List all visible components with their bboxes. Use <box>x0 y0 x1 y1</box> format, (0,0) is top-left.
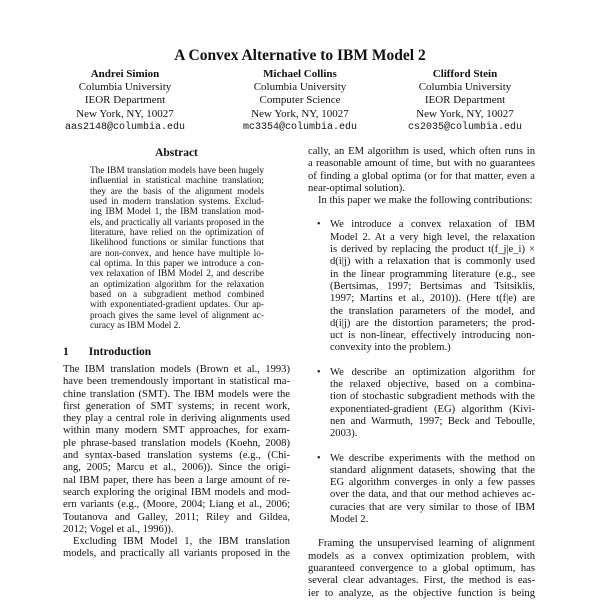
text-line: els, and practically all variants proposed in the <box>90 217 264 228</box>
paragraph <box>308 146 535 195</box>
text-line: first generation of SMT systems; in recent work, <box>63 400 290 412</box>
paragraph <box>330 367 535 441</box>
text-line: influential in statistical machine translation; <box>90 176 264 187</box>
contributions-intro: In this paper we make the following contributions: <box>318 195 533 207</box>
text-line: they play a central role in deriving alignments used <box>63 413 290 425</box>
text-line: Framing the unsupervised learning of alignment <box>318 538 535 550</box>
text-line: Model 2. <box>330 514 369 526</box>
bullet-icon: • <box>317 219 321 231</box>
bullet-icon: • <box>317 366 321 378</box>
section-heading-introduction <box>63 346 171 358</box>
text-line: Excluding IBM Model 1, the IBM translation <box>73 536 290 548</box>
text-line: used in modern translation systems. Exclud- <box>90 197 264 208</box>
text-line: a reasonable amount of time, but with no guarantees <box>308 158 535 170</box>
text-line: We describe experiments with the method on <box>330 452 535 464</box>
bullet-icon: • <box>317 452 321 464</box>
text-line: The IBM translation models (Brown et al., 1993) <box>63 364 290 375</box>
author-department: Computer Science <box>259 94 341 107</box>
text-line: 1997; Martins et al., 2010)). (Here t(f|e) are <box>330 293 535 305</box>
paragraph <box>330 453 535 527</box>
text-line: ing IBM Model 1, the IBM translation mod- <box>90 207 264 218</box>
text-line: likelihood functions or similar functions that <box>90 238 264 249</box>
paragraph <box>90 166 264 332</box>
paragraph <box>308 538 535 599</box>
text-line: in the linear programming literature (e.g., see <box>330 268 535 280</box>
text-line: Model 2. At a very high level, the relaxation <box>330 231 535 243</box>
author-affiliation: Columbia University <box>78 81 172 94</box>
abstract-body <box>90 166 264 332</box>
author-address: New York, NY, 10027 <box>251 107 349 120</box>
text-line: are non-convex, and hence have multiple lo- <box>90 248 264 259</box>
text-line: Toutanova and Galley, 2011; Riley and Gildea, <box>63 511 290 523</box>
author-email: mc3354@columbia.edu <box>242 121 358 133</box>
bullet-item <box>308 453 535 527</box>
text-line: ier to analyze, as the objective function is being <box>308 587 535 599</box>
text-line: several clear advantages. First, the method is eas- <box>308 575 535 587</box>
text-line: they are the basis of the alignment models <box>90 186 264 197</box>
author-address: New York, NY, 10027 <box>76 107 174 120</box>
text-line: models as a convex optimization problem, with <box>308 550 535 562</box>
author-affiliation: Columbia University <box>418 81 512 94</box>
text-line: curacies that are very similar to those of IBM <box>330 501 535 513</box>
text-line: models, and practically all variants proposed in the <box>63 548 290 560</box>
left-column-body <box>63 364 290 561</box>
text-line: standard alignment datasets, showing that the <box>330 464 535 476</box>
abstract-heading: Abstract <box>155 147 198 159</box>
author-affiliation: Columbia University <box>253 81 347 94</box>
text-line: nal IBM paper, there has been a large amount of re- <box>63 474 290 486</box>
right-column-body <box>308 146 535 600</box>
paragraph <box>330 219 535 354</box>
author-department: IEOR Department <box>84 94 166 107</box>
author-address: New York, NY, 10027 <box>416 107 514 120</box>
text-line: We describe an optimization algorithm for <box>330 366 535 378</box>
text-line: is derived by replacing the product t(f_j|e_i) × <box>330 244 535 256</box>
text-line: near-optimal solution). <box>308 182 405 194</box>
text-line: vex relaxation of IBM Model 2, and describe <box>90 269 264 280</box>
text-line: the relaxed objective, based on a combina- <box>330 379 535 391</box>
text-line: and syntax-based translation systems (e.g., (Chi- <box>63 450 290 462</box>
author-block <box>210 68 390 134</box>
bullet-item <box>308 219 535 354</box>
author-email: cs2035@columbia.edu <box>407 121 523 133</box>
author-name: Michael Collins <box>263 68 337 80</box>
text-line: (Bertsimas, 1997; Bertsimas and Tsitsiklis, <box>330 280 535 292</box>
text-line: have been tremendously important in statistical ma- <box>63 376 290 388</box>
text-line: literature, have relied on the optimization of <box>90 228 264 239</box>
section-title: Introduction <box>88 346 152 358</box>
text-line: proach gives the same level of alignment ac- <box>90 310 264 321</box>
author-block <box>35 68 215 134</box>
text-line: EG algorithm converges in only a few passes <box>330 477 535 489</box>
text-line: tion of stochastic subgradient methods with the <box>330 391 535 403</box>
text-line: curacy as IBM Model 2. <box>90 321 181 332</box>
text-line: nen and Warmuth, 1997; Beck and Teboulle, <box>330 415 535 427</box>
paper-title: A Convex Alternative to IBM Model 2 <box>174 47 426 64</box>
text-line: over the data, and that our method achieves ac- <box>330 489 535 501</box>
text-line: uct is non-linear, effectively introducing non- <box>330 330 535 342</box>
text-line: ang, 2005; Marcu et al., 2006)). Since the origi- <box>63 462 290 474</box>
text-line: ern variants (e.g., (Moore, 2004; Liang et al., 2006; <box>63 499 290 511</box>
text-line: ple phrase-based translation models (Koehn, 2008) <box>63 437 290 449</box>
text-line: chine translation (SMT). The IBM models were the <box>63 388 290 400</box>
paragraph <box>63 536 290 561</box>
text-line: an optimization algorithm for the relaxation <box>90 279 264 290</box>
text-line: The IBM translation models have been hugely <box>90 166 264 176</box>
text-line: search exploring the original IBM models and mod- <box>63 486 290 498</box>
author-name: Clifford Stein <box>432 68 498 80</box>
text-line: d(i|j) are the distortion parameters; the prod- <box>330 317 535 329</box>
text-line: cally, an EM algorithm is used, which often runs in <box>308 146 535 157</box>
text-line: d(i|j) with a relaxation that is commonly used <box>330 256 535 268</box>
text-line: based on a subgradient method combined <box>90 290 264 301</box>
paragraph <box>63 364 290 536</box>
text-line: the translation parameters of the model, and <box>330 305 535 317</box>
author-block <box>375 68 555 134</box>
text-line: convexity into the problem.) <box>330 342 451 354</box>
author-department: IEOR Department <box>424 94 506 107</box>
bullet-item <box>308 367 535 441</box>
text-line: 2003). <box>330 428 358 440</box>
text-line: cal optima. In this paper we introduce a con- <box>90 259 264 270</box>
text-line: guaranteed convergence to a global optimum, has <box>308 562 535 574</box>
text-line: with exponentiated-gradient updates. Our ap- <box>90 300 264 311</box>
author-name: Andrei Simion <box>90 68 160 80</box>
text-line: We introduce a convex relaxation of IBM <box>330 219 535 231</box>
text-line: 2012; Vogel et al., 1996)). <box>63 523 174 535</box>
text-line: of finding a global optima (or for that matter, even a <box>308 170 535 182</box>
author-email: aas2148@columbia.edu <box>64 121 186 133</box>
text-line: within many modern SMT approaches, for exam- <box>63 425 290 437</box>
text-line: exponentiated-gradient (EG) algorithm (Kivi- <box>330 403 535 415</box>
section-number: 1 <box>63 346 69 358</box>
